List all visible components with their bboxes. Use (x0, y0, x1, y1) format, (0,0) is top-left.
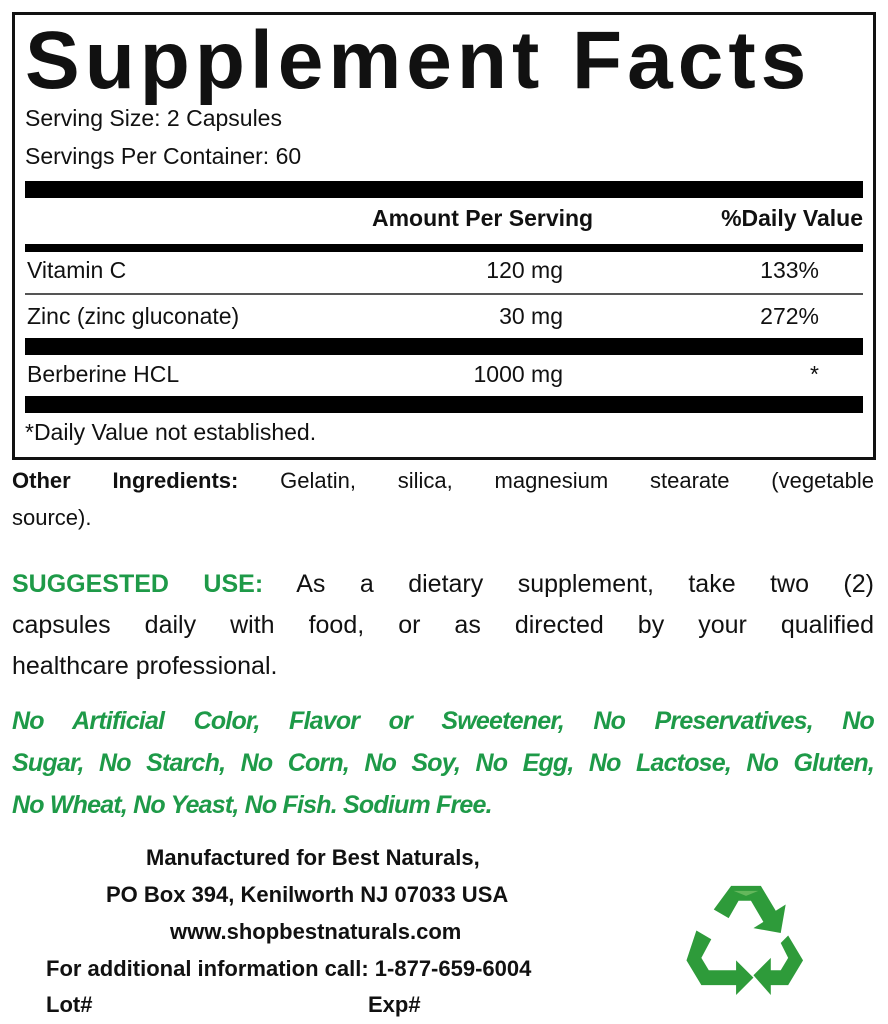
nutrient-dv: 272% (760, 303, 819, 329)
divider (25, 181, 863, 198)
divider (25, 244, 863, 252)
panel-title: Supplement Facts (25, 15, 812, 106)
other-ingredients-label: Other Ingredients: (12, 468, 239, 493)
free-from-statement (12, 700, 874, 826)
divider (25, 338, 863, 355)
manufacturer-name: Manufactured for Best Naturals, (146, 845, 480, 870)
header-amount: Amount Per Serving (372, 205, 594, 231)
footnote: *Daily Value not established. (25, 419, 317, 445)
header-daily-value: %Daily Value (721, 205, 863, 231)
nutrient-name: Vitamin C (27, 257, 127, 283)
suggested-use-text: capsules daily with food, or as directed by your qualified (12, 611, 874, 639)
suggested-use-text: healthcare professional. (12, 652, 278, 680)
free-from-line: Sugar, No Starch, No Corn, No Soy, No Egg, No Lactose, No Gluten, (12, 749, 874, 777)
serving-size: Serving Size: 2 Capsules (25, 105, 282, 131)
supplement-facts-panel (12, 12, 876, 460)
suggested-use-label: SUGGESTED USE: (12, 570, 264, 598)
nutrient-row (25, 257, 863, 287)
nutrient-amount: 1000 mg (473, 361, 563, 387)
suggested-use-text: As a dietary supplement, take two (2) (263, 570, 874, 598)
suggested-use (12, 564, 874, 687)
website-link[interactable]: www.shopbestnaturals.com (170, 919, 462, 944)
nutrient-row (25, 303, 863, 333)
phone-line: For additional information call: 1-877-659-6004 (46, 956, 532, 981)
nutrient-dv: * (810, 361, 819, 387)
nutrient-name: Zinc (zinc gluconate) (27, 303, 240, 329)
free-from-line: No Artificial Color, Flavor or Sweetener, No Preservatives, No (12, 707, 874, 735)
other-ingredients-text: source). (12, 505, 92, 530)
exp-label: Exp# (368, 992, 421, 1017)
divider (25, 396, 863, 413)
lot-label: Lot# (46, 992, 93, 1017)
servings-per-container: Servings Per Container: 60 (25, 143, 302, 169)
nutrient-amount: 30 mg (499, 303, 563, 329)
manufacturer-address: PO Box 394, Kenilworth NJ 07033 USA (106, 882, 509, 907)
divider (25, 293, 863, 295)
other-ingredients-text: Gelatin, silica, magnesium stearate (vegetable (238, 468, 875, 493)
nutrient-name: Berberine HCL (27, 361, 180, 387)
nutrient-row (25, 361, 863, 391)
free-from-line: No Wheat, No Yeast, No Fish. Sodium Free. (12, 791, 492, 819)
nutrient-amount: 120 mg (486, 257, 563, 283)
nutrient-dv: 133% (760, 257, 819, 283)
other-ingredients (12, 462, 874, 536)
recycle-icon (684, 876, 808, 1000)
